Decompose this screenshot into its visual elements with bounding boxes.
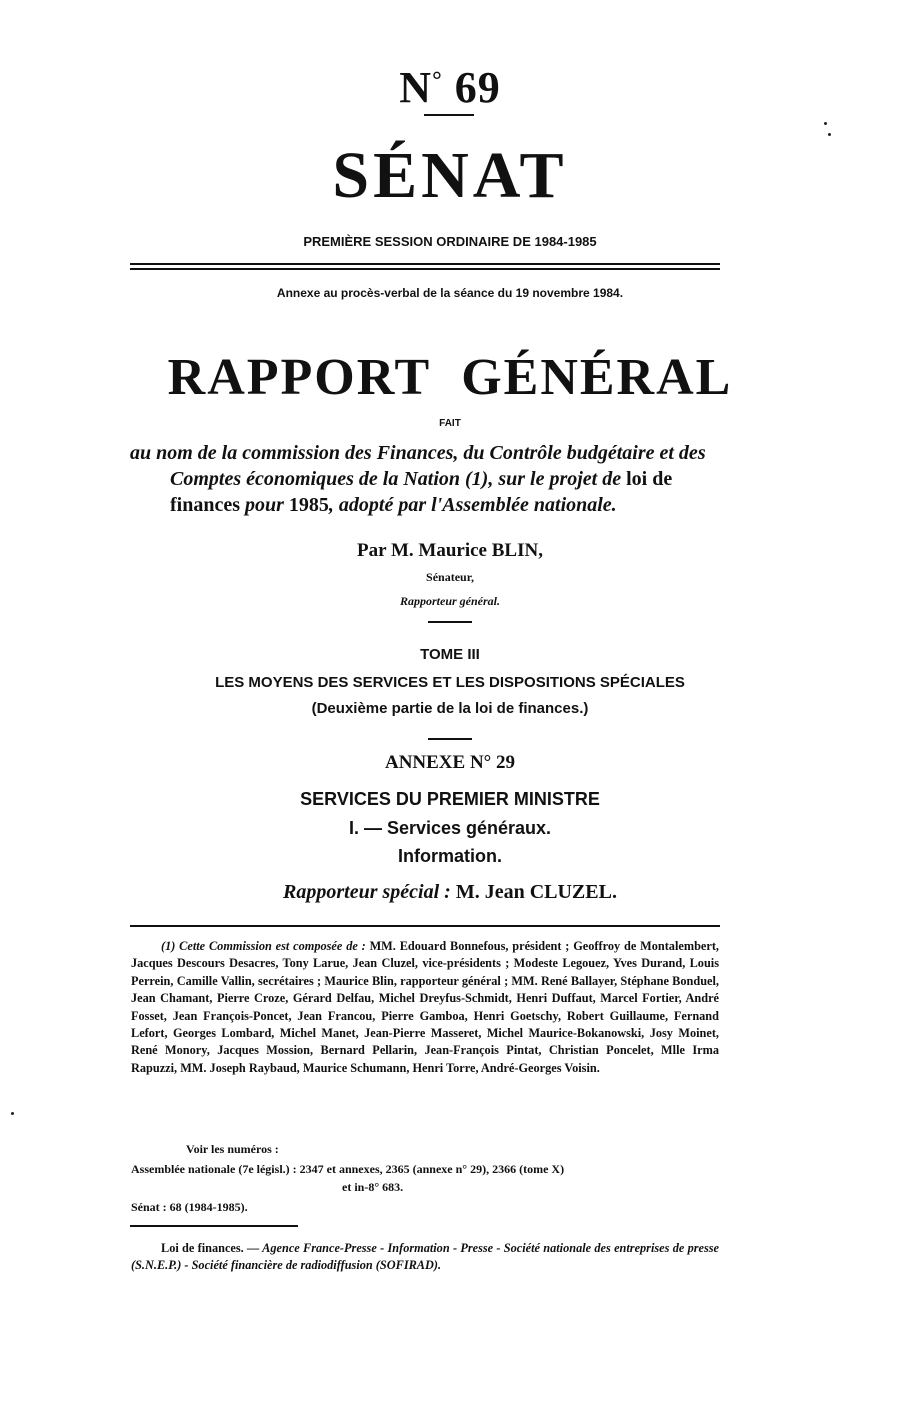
tome-subtitle: (Deuxième partie de la loi de finances.) — [311, 700, 589, 717]
commission-members-footnote: (1) Cette Commission est composée de : MM. Edouard Bonnefous, président ; Geoffroy de Montalembert, Jacques Descours Desacres, Tony Larue, Jean Cluzel, vice-présidents ; Modeste Legouez, Yves Durand, Louis Perrein, Camille Vallin, secrétaires ; Maurice Blin, rapporteur général ; MM. René Ballayer, Stéphane Bonduel, Jean Chamant, Pierre Croze, Gérard Delfau, Michel Dreyfus-Schmidt, Henri Duffaut, Marcel Fortier, André Fosset, Jean François-Poncet, Jean Francou, Pierre Gamboa, Henri Goetschy, Robert Guillaume, Fernand Lefort, Georges Lombard, Michel Manet, Jean-Pierre Masseret, Michel Maurice-Bokanowski, Josy Moinet, René Monory, Jacques Mossion, Bernard Pellarin, Jean-François Pintat, Christian Poncelet, Mlle Irma Rapuzzi, MM. Joseph Raybaud, Maurice Schumann, Henri Torre, André-Georges Voisin. — [131, 939, 719, 1075]
scan-speck — [824, 122, 827, 125]
references-assemblee-cont: et in-8° 683. — [342, 1180, 404, 1194]
references-rule — [130, 1225, 298, 1227]
subject-keywords: Loi de finances. — Agence France-Presse - Information - Presse - Société nationale des entreprises de presse (S.N.E.P.) - Société financière de radiodiffusion (SOFIRAD). — [131, 1241, 720, 1273]
scan-speck — [828, 133, 831, 136]
tome-label: TOME III — [420, 646, 480, 663]
document-number: N° 69 — [399, 63, 501, 112]
annex-number: ANNEXE N° 29 — [384, 752, 516, 773]
services-information: Information. — [398, 846, 502, 866]
session-line: PREMIÈRE SESSION ORDINAIRE DE 1984-1985 — [303, 234, 597, 249]
tome-title: LES MOYENS DES SERVICES ET LES DISPOSITIONS SPÉCIALES — [215, 674, 685, 691]
chamber-title: SÉNAT — [332, 139, 568, 212]
author-role: Sénateur, — [426, 570, 474, 584]
fait-label: FAIT — [439, 418, 461, 429]
annex-proces-verbal: Annexe au procès-verbal de la séance du 19 novembre 1984. — [276, 286, 624, 300]
author-function: Rapporteur général. — [399, 594, 500, 608]
references-assemblee: Assemblée nationale (7e législ.) : 2347 et annexes, 2365 (annexe n° 29), 2366 (tome X) — [131, 1162, 565, 1176]
services-section: I. — Services généraux. — [348, 818, 552, 838]
commission-line-3: finances pour 1985, adopté par l'Assemblée nationale. — [170, 494, 617, 516]
double-rule-top — [130, 263, 720, 265]
commission-line-2: Comptes économiques de la Nation (1), sur le projet de loi de — [170, 468, 673, 490]
special-rapporteur: Rapporteur spécial : M. Jean CLUZEL. — [283, 881, 617, 903]
scan-speck — [11, 1112, 14, 1115]
report-title: RAPPORT GÉNÉRAL — [167, 349, 733, 406]
references-title: Voir les numéros : — [186, 1142, 279, 1156]
divider — [428, 621, 472, 623]
footnote-rule — [130, 925, 720, 927]
divider — [428, 738, 472, 740]
commission-line-1: au nom de la commission des Finances, du Contrôle budgétaire et des — [130, 442, 706, 464]
services-title: SERVICES DU PREMIER MINISTRE — [300, 789, 600, 809]
commission-statement — [130, 440, 730, 518]
divider — [424, 114, 474, 116]
references-senat: Sénat : 68 (1984-1985). — [131, 1200, 248, 1214]
double-rule-bottom — [130, 268, 720, 270]
author-line: Par M. Maurice BLIN, — [357, 540, 543, 561]
